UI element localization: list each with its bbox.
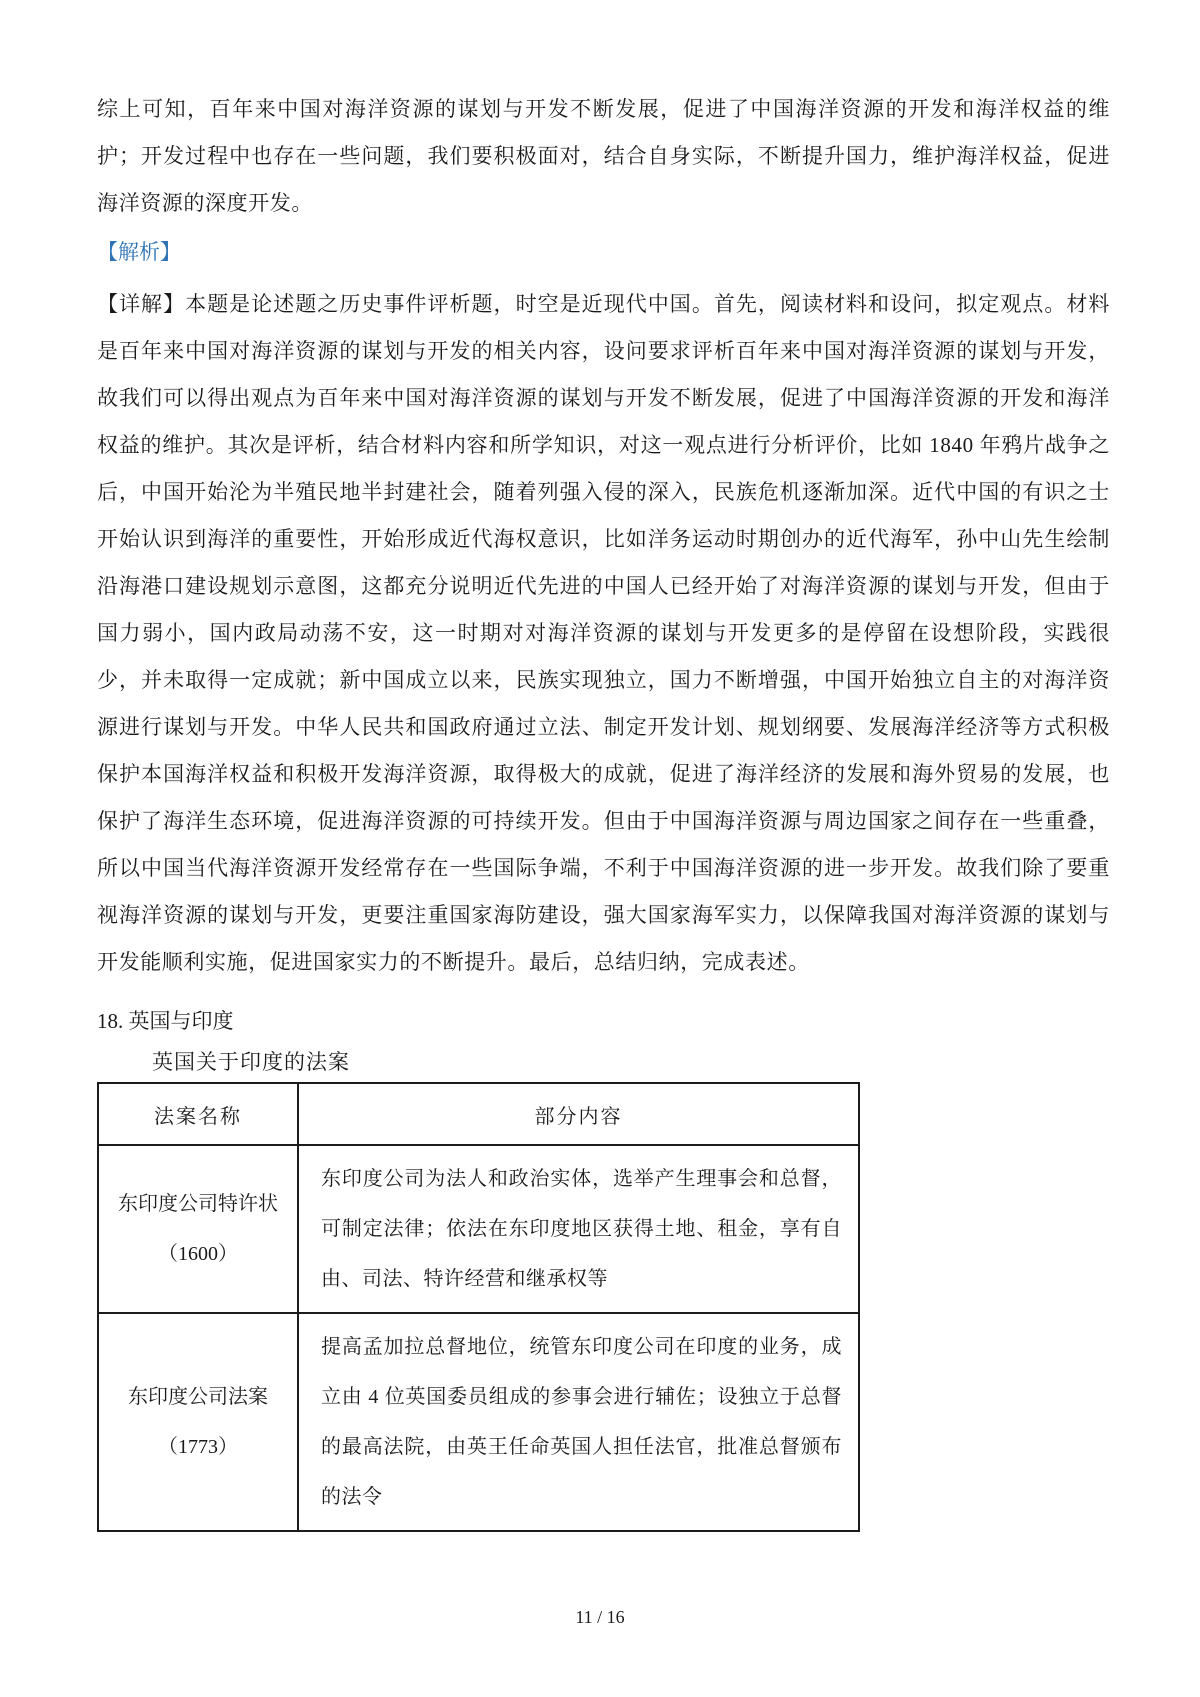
conclusion-paragraph: 综上可知，百年来中国对海洋资源的谋划与开发不断发展，促进了中国海洋资源的开发和海洋权益的维护；开发过程中也存在一些问题，我们要积极面对，结合自身实际，不断提升国力，维护海洋权益，促进海洋资源的深度开发。 [97,97,1110,215]
analysis-label: 【解析】 [97,240,181,264]
law-name-2: 东印度公司法案 [128,1386,268,1408]
law-table [97,1082,860,1532]
law-year-1: （1600） [158,1243,238,1265]
detail-paragraph: 【详解】本题是论述题之历史事件评析题，时空是近现代中国。首先，阅读材料和设问，拟定观点。材料是百年来中国对海洋资源的谋划与开发的相关内容，设问要求评析百年来中国对海洋资源的谋划与开发，故我们可以得出观点为百年来中国对海洋资源的谋划与开发不断发展，促进了中国海洋资源的开发和海洋权益的维护。其次是评析，结合材料内容和所学知识，对这一观点进行分析评价，比如 1840 年鸦片战争之后，中国开始沦为半殖民地半封建社会，随着列强入侵的深入，民族危机逐渐加深。近代中国的有识之士开始认识到海洋的重要性，开始形成近代海权意识，比如洋务运动时期创办的近代海军，孙中山先生绘制沿海港口建设规划示意图，这都充分说明近代先进的中国人已经开始了对海洋资源的谋划与开发，但由于国力弱小，国内政局动荡不安，这一时期对对海洋资源的谋划与开发更多的是停留在设想阶段，实践很少，并未取得一定成就；新中国成立以来，民族实现独立，国力不断增强，中国开始独立自主的对海洋资源进行谋划与开发。中华人民共和国政府通过立法、制定开发计划、规划纲要、发展海洋经济等方式积极保护本国海洋权益和积极开发海洋资源，取得极大的成就，促进了海洋经济的发展和海外贸易的发展，也保护了海洋生态环境，促进海洋资源的可持续开发。但由于中国海洋资源与周边国家之间存在一些重叠，所以中国当代海洋资源开发经常存在一些国际争端，不利于中国海洋资源的进一步开发。故我们除了要重视海洋资源的谋划与开发，更要注重国家海防建设，强大国家海军实力，以保障我国对海洋资源的谋划与开发能顺利实施，促进国家实力的不断提升。最后，总结归纳，完成表述。 [97,292,1110,974]
law-table-header-name: 法案名称 [98,1083,298,1145]
law-name-1: 东印度公司特许状 [118,1193,278,1215]
law-table-header-content: 部分内容 [298,1083,859,1145]
question-18-title: 18. 英国与印度 [97,1009,234,1033]
law-content-cell-1: 东印度公司为法人和政治实体，选举产生理事会和总督，可制定法律；依法在东印度地区获得土地、租金，享有自由、司法、特许经营和继承权等 [298,1145,859,1313]
page-number: 11 / 16 [575,1607,625,1627]
law-table-header-row [98,1083,859,1145]
law-table-caption: 英国关于印度的法案 [152,1050,350,1074]
table-row [98,1145,859,1313]
law-name-cell-1 [98,1145,298,1313]
document-content [97,0,1110,1532]
law-year-2: （1773） [158,1436,238,1458]
law-content-cell-2: 提高孟加拉总督地位，统管东印度公司在印度的业务，成立由 4 位英国委员组成的参事会进行辅佐；设独立于总督的最高法院，由英王任命英国人担任法官，批准总督颁布的法令 [298,1313,859,1531]
table-row [98,1313,859,1531]
law-name-cell-2 [98,1313,298,1531]
